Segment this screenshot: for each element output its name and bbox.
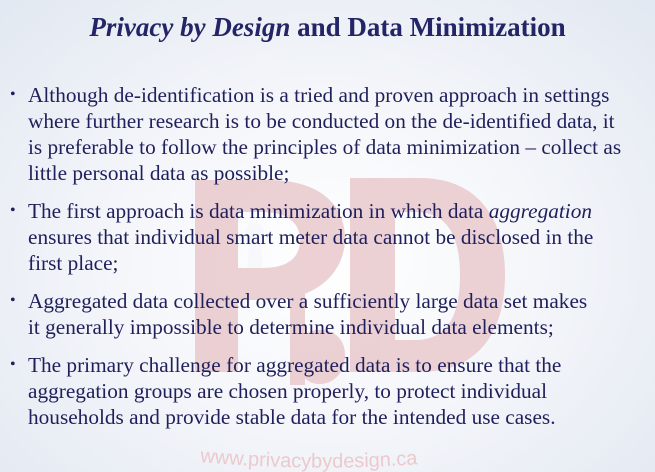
bullet-item <box>10 288 655 340</box>
bullet-icon: • <box>10 202 16 219</box>
bullet-icon: • <box>10 292 16 309</box>
bullet-line: aggregation groups are chosen properly, to protect individual <box>28 379 548 403</box>
bullet-text-block <box>28 288 655 340</box>
slide-title <box>0 10 655 44</box>
bullet-text-block <box>28 82 655 186</box>
bullet-text: The first approach is data minimization in which data <box>28 199 489 223</box>
bullet-line: little personal data as possible; <box>28 161 290 185</box>
title-italic-part: Privacy by Design <box>89 12 291 42</box>
bullet-item <box>10 352 655 430</box>
bullet-line: ensures that individual smart meter data cannot be disclosed in the <box>28 225 594 249</box>
watermark-url: www.privacybydesign.ca <box>199 445 419 472</box>
bullet-text-block <box>28 198 655 276</box>
bullet-list <box>10 82 655 442</box>
bullet-line: it generally impossible to determine individual data elements; <box>28 315 554 339</box>
bullet-line: Aggregated data collected over a sufficiently large data set makes <box>28 289 588 313</box>
bullet-item <box>10 82 655 186</box>
bullet-icon: • <box>10 86 16 103</box>
bullet-item <box>10 198 655 276</box>
bullet-line: is preferable to follow the principles of data minimization – collect as <box>28 135 622 159</box>
bullet-line: The primary challenge for aggregated data is to ensure that the <box>28 353 562 377</box>
bullet-line: households and provide stable data for the intended use cases. <box>28 405 556 429</box>
emphasis-text: aggregation <box>488 199 593 223</box>
bullet-line: where further research is to be conducted on the de-identified data, it <box>28 109 615 133</box>
title-rest: and Data Minimization <box>290 12 566 42</box>
svg-text:www.privacybydesign.ca <box>199 445 419 472</box>
bullet-line: first place; <box>28 251 119 275</box>
bullet-icon: • <box>10 356 16 373</box>
bullet-line <box>28 198 655 224</box>
bullet-text-block <box>28 352 655 430</box>
bullet-line: Although de-identification is a tried and proven approach in settings <box>28 83 610 107</box>
